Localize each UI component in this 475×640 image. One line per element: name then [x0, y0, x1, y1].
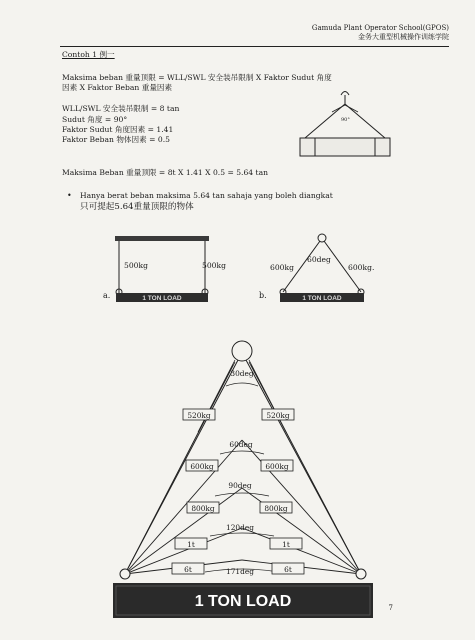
given-line: Sudut 角度 = 90° — [62, 115, 128, 124]
rigging-sketch — [300, 92, 390, 157]
level-right-load: 1t — [282, 540, 290, 549]
formula-line-2: 因素 X Faktor Beban 重量因素 — [62, 83, 173, 92]
fig-a-label: a. — [103, 291, 111, 300]
level-angle: 120deg — [226, 523, 254, 532]
fig-b-block-text: 1 TON LOAD — [302, 295, 342, 302]
diagram-block-text: 1 TON LOAD — [194, 593, 292, 610]
level-right-load: 520kg — [266, 411, 290, 420]
figure-a — [103, 236, 226, 302]
level-left-load: 6t — [184, 565, 192, 574]
formula-line-1: Maksima beban 重量顶限 = WLL/SWL 安全装吊限制 X Faktor Sudut 角度 — [62, 73, 332, 82]
fig-a-right-load: 500kg — [202, 261, 226, 270]
note-chinese: 只可提起5.64重量顶限的物体 — [80, 202, 194, 212]
svg-text:90°: 90° — [341, 117, 350, 123]
level-right-load: 600kg — [265, 462, 289, 471]
level-angle: 30deg — [230, 369, 254, 378]
bullet-icon: • — [67, 191, 72, 200]
given-line: WLL/SWL 安全装吊限制 = 8 tan — [62, 104, 180, 113]
given-line: Faktor Beban 物体因素 = 0.5 — [62, 135, 170, 144]
figure-b — [259, 234, 374, 302]
level-right-load: 6t — [284, 565, 292, 574]
level-left-load: 1t — [187, 540, 195, 549]
fig-a-block-text: 1 TON LOAD — [142, 295, 182, 302]
fig-a-left-load: 500kg — [124, 261, 148, 270]
fig-b-right-load: 600kg. — [348, 263, 375, 272]
angle-diagram — [113, 341, 373, 618]
example-title: Contoh 1 例一 — [62, 50, 115, 59]
level-angle: 90deg — [228, 481, 252, 490]
given-line: Faktor Sudut 角度因素 = 1.41 — [62, 125, 174, 134]
level-left-load: 520kg — [187, 411, 211, 420]
fig-b-left-load: 600kg — [270, 263, 294, 272]
note-latin: Hanya berat beban maksima 5.64 tan sahaja yang boleh diangkat — [80, 191, 333, 200]
level-right-load: 800kg — [264, 504, 288, 513]
fig-b-angle: 60deg — [307, 255, 331, 264]
result-line: Maksima Beban 重量顶限 = 8t X 1.41 X 0.5 = 5.64 tan — [62, 168, 269, 177]
level-angle: 171deg — [226, 567, 254, 576]
level-angle: 60deg — [229, 440, 253, 449]
level-left-load: 800kg — [191, 504, 215, 513]
header-school-chinese: 金务大重型机械操作训练学院 — [358, 33, 449, 41]
level-left-load: 600kg — [190, 462, 214, 471]
header-school-latin: Gamuda Plant Operator School(GPOS) — [311, 24, 449, 32]
page-number: 7 — [388, 604, 393, 612]
fig-b-label: b. — [259, 291, 267, 300]
